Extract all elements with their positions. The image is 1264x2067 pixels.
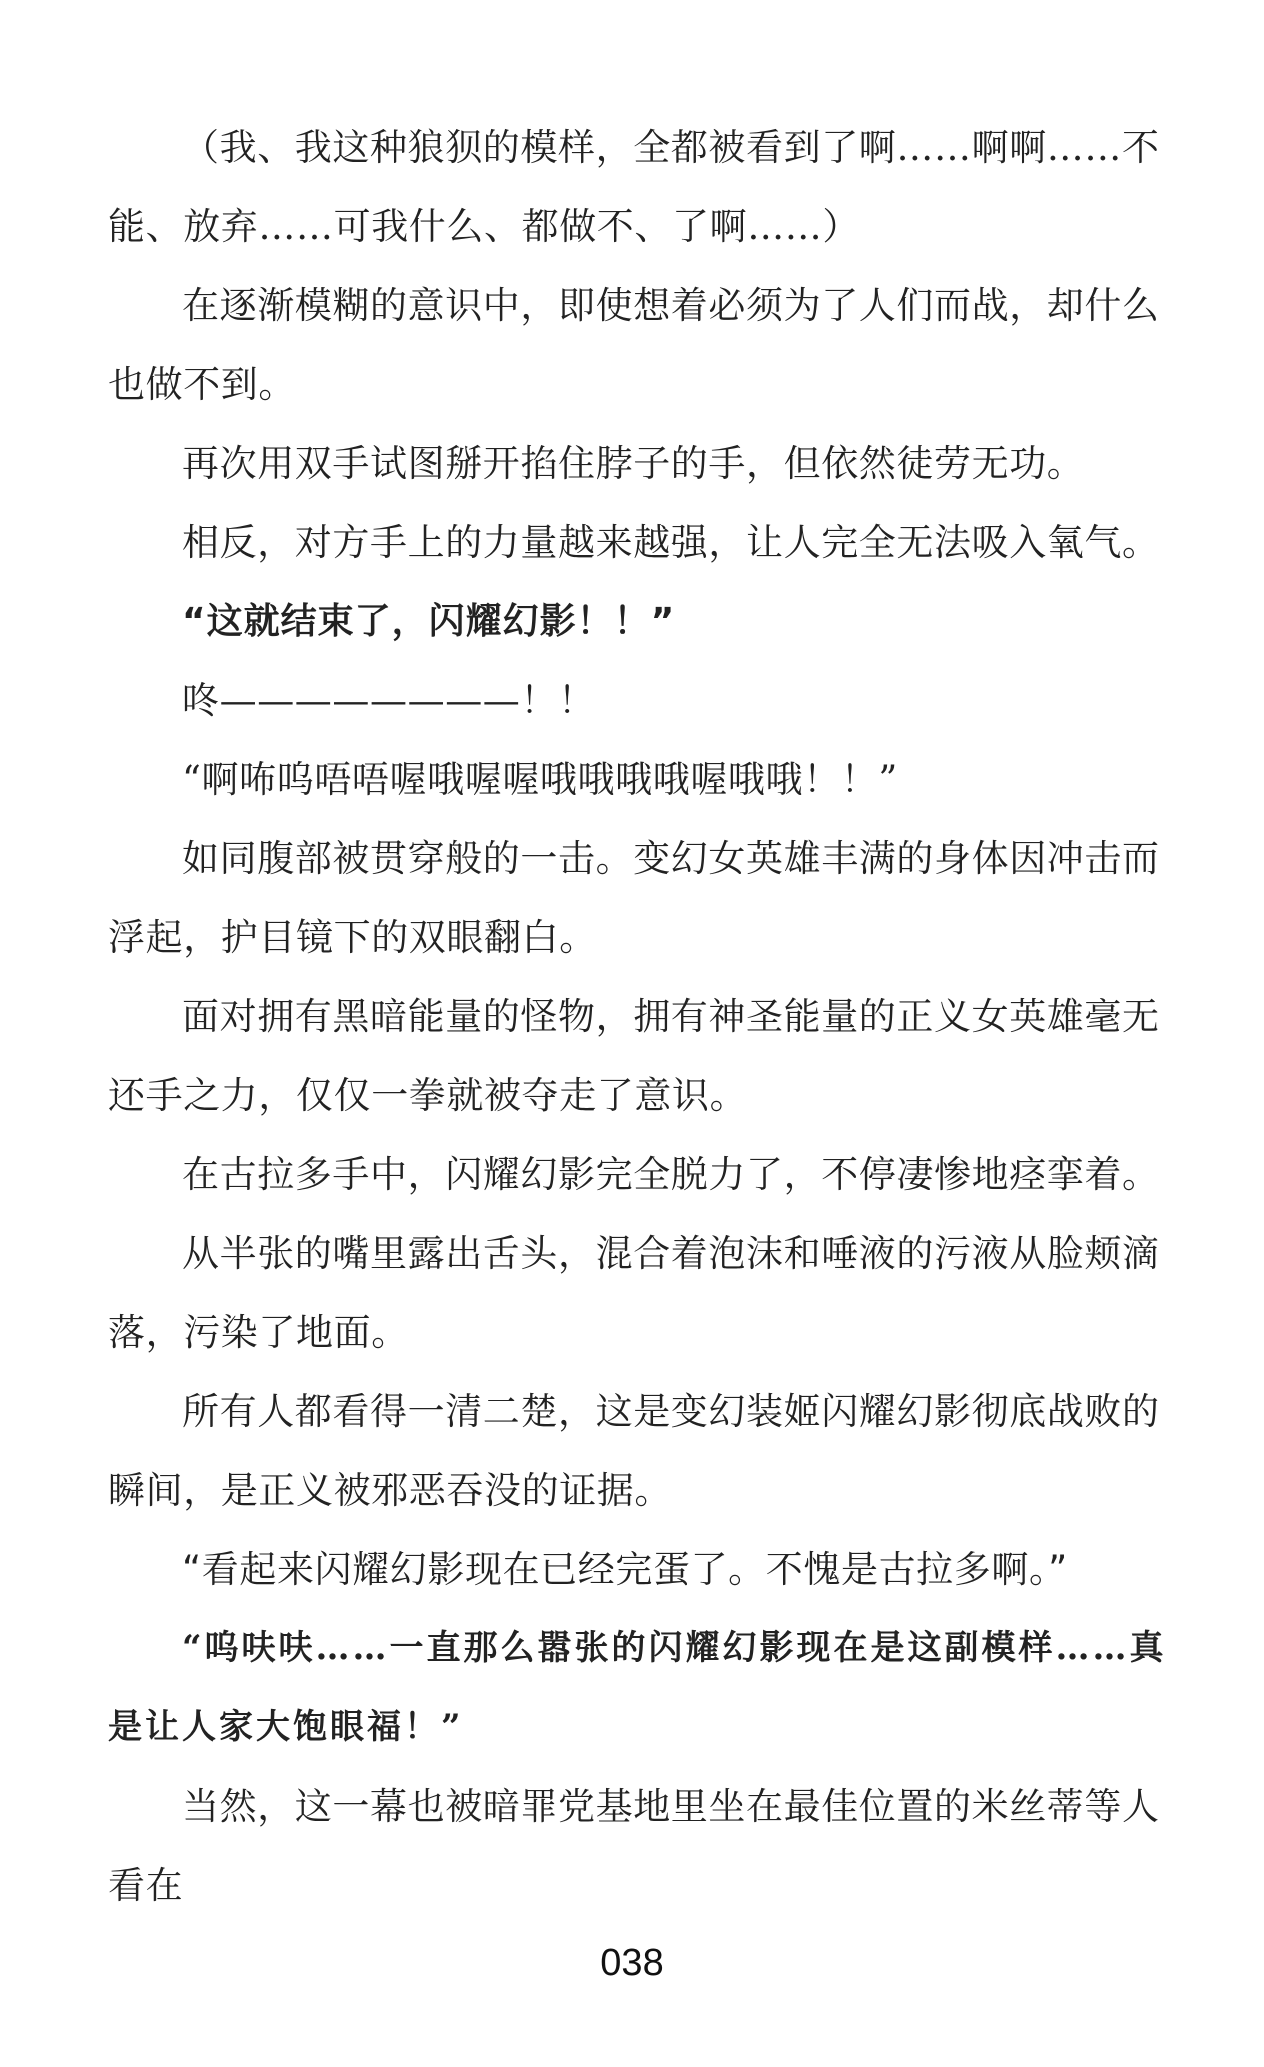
dialogue-brush: “呜呋呋……一直那么嚣张的闪耀幻影现在是这副模样……真是让人家大饱眼福！”: [108, 1628, 1167, 1747]
paragraph-1: （我、我这种狼狈的模样，全都被看到了啊……啊啊……不能、放弃……可我什么、都做不、了啊……）: [108, 126, 1160, 248]
paragraph-3: 再次用双手试图掰开掐住脖子的手，但依然徒劳无功。: [182, 442, 1085, 485]
paragraph-15: 当然，这一幕也被暗罪党基地里坐在最佳位置的米丝蒂等人看在: [108, 1785, 1160, 1907]
dialogue-sans: “看起来闪耀幻影现在已经完蛋了。不愧是古拉多啊。”: [182, 1548, 1068, 1591]
dialogue-scream: “啊咘呜唔唔喔哦喔喔哦哦哦哦喔哦哦！！”: [182, 758, 898, 801]
sound-effect: 咚————————！！: [182, 679, 596, 722]
paragraph-11: 从半张的嘴里露出舌头，混合着泡沫和唾液的污液从脸颊滴落，污染了地面。: [108, 1232, 1160, 1354]
paragraph-4: 相反，对方手上的力量越来越强，让人完全无法吸入氧气。: [182, 521, 1160, 564]
paragraph-9: 面对拥有黑暗能量的怪物，拥有神圣能量的正义女英雄毫无还手之力，仅仅一拳就被夺走了意识。: [108, 995, 1160, 1117]
paragraph-12: 所有人都看得一清二楚，这是变幻装姬闪耀幻影彻底战败的瞬间，是正义被邪恶吞没的证据。: [108, 1390, 1160, 1512]
paragraph-10: 在古拉多手中，闪耀幻影完全脱力了，不停凄惨地痉挛着。: [182, 1153, 1160, 1196]
paragraph-2: 在逐渐模糊的意识中，即使想着必须为了人们而战，却什么也做不到。: [108, 284, 1160, 406]
dialogue-bold: “这就结束了，闪耀幻影！！”: [182, 601, 676, 642]
page-number: 038: [600, 1942, 664, 1984]
body-text: [108, 108, 1168, 1925]
paragraph-8: 如同腹部被贯穿般的一击。变幻女英雄丰满的身体因冲击而浮起，护目镜下的双眼翻白。: [108, 837, 1160, 959]
